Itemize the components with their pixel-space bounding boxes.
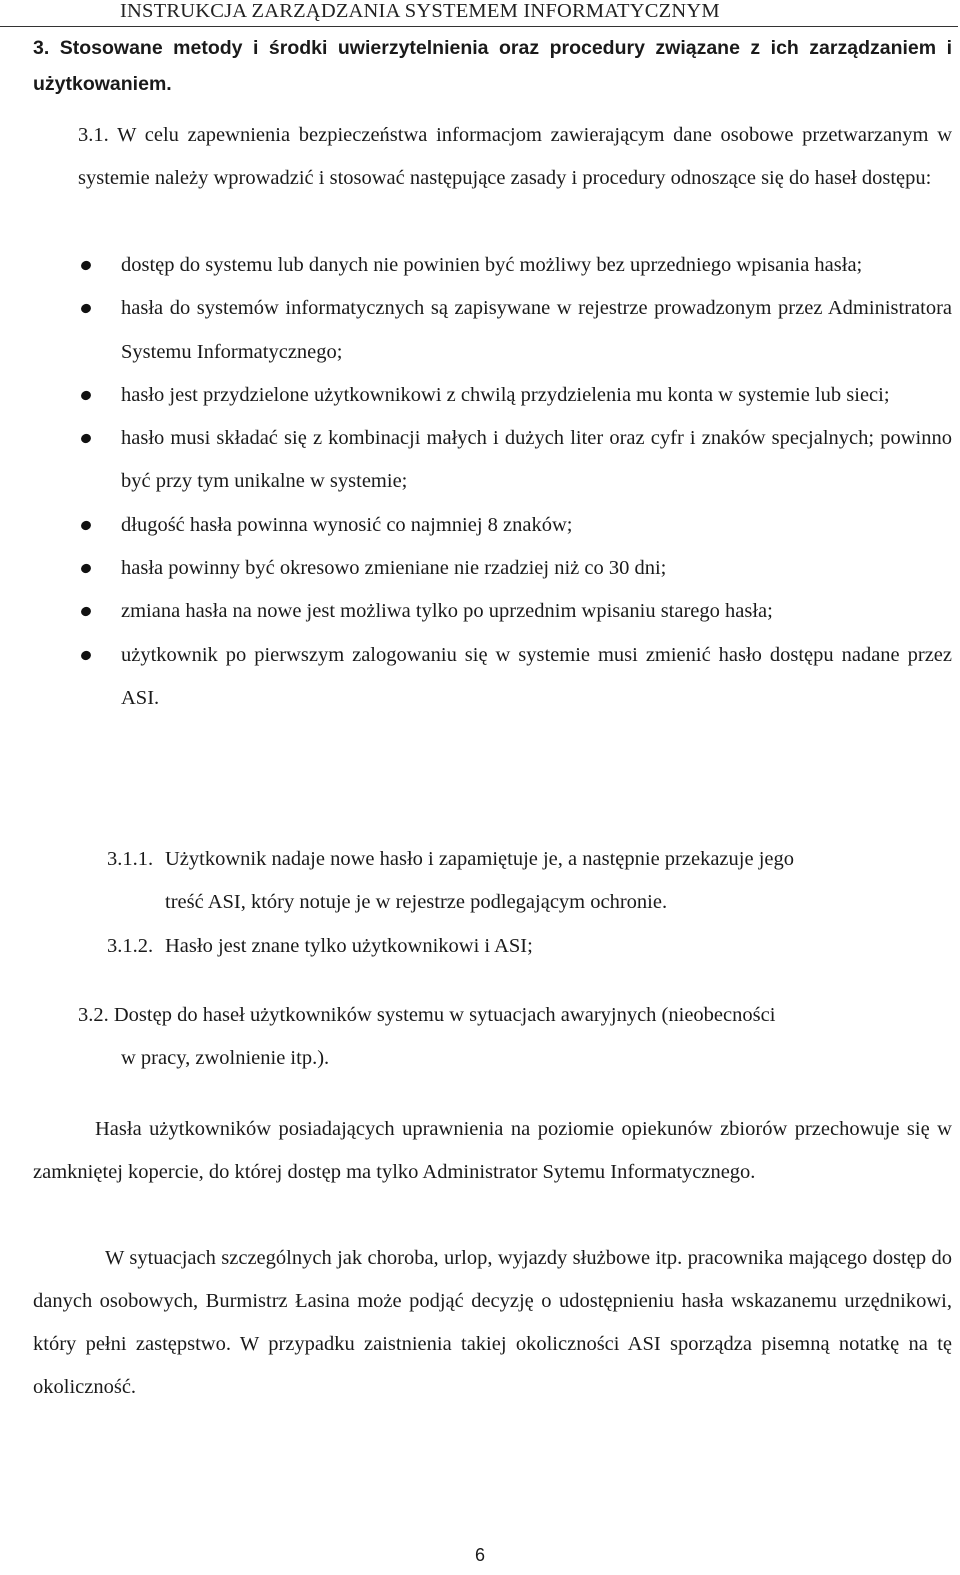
bullet-icon (80, 260, 92, 272)
header-divider (0, 26, 958, 27)
list-item-text: dostęp do systemu lub danych nie powinien być możliwy bez uprzedniego wpisania hasła; (121, 254, 863, 276)
list-item (78, 547, 952, 590)
running-header: INSTRUKCJA ZARZĄDZANIA SYSTEMEM INFORMATYCZNYM (120, 0, 720, 22)
list-item (78, 590, 952, 633)
subsection-text: Hasło jest znane tylko użytkownikowi i ASI; (165, 935, 533, 957)
section-3-heading: 3. Stosowane metody i środki uwierzytelnienia oraz procedury związane z ich zarządzaniem i użytkowaniem. (33, 37, 952, 95)
list-item (78, 374, 952, 417)
subsection-text: Użytkownik nadaje nowe hasło i zapamiętuje je, a następnie przekazuje jego (165, 848, 794, 870)
list-item (78, 244, 952, 287)
list-item-text: hasło jest przydzielone użytkownikowi z chwilą przydzielenia mu konta w systemie lub sieci; (121, 383, 890, 406)
subsection-3-1-1 (107, 838, 952, 924)
bullet-icon (80, 649, 92, 661)
subsection-number: 3.1.2. (107, 935, 154, 957)
list-item-text: hasła powinny być okresowo zmieniane nie rzadziej niż co 30 dni; (121, 557, 667, 580)
list-item-text: użytkownik po pierwszym zalogowaniu się w systemie musi zmienić hasło dostępu nadane przez ASI. (121, 643, 952, 709)
subsection-3-1-2 (107, 925, 952, 968)
page-number: 6 (474, 1545, 485, 1565)
list-item-text: hasła do systemów informatycznych są zapisywane w rejestrze prowadzonym przez Administratora Systemu Informatycznego; (121, 297, 952, 363)
body-paragraph-1: Hasła użytkowników posiadających uprawnienia na poziomie opiekunów zbiorów przechowuje się w zamkniętej kopercie, do której dostęp ma tylko Administrator Sytemu Informatycznego. (33, 1118, 952, 1183)
body-paragraph-2: W sytuacjach szczególnych jak choroba, urlop, wyjazdy służbowe itp. pracownika mającego dostęp do danych osobowych, Burmistrz Łasina może podjąć decyzję o udostępnieniu hasła wskazanemu urzędnikowi, który pełni zastępstwo. W przypadku zaistnienia takiej okoliczności ASI sporządza pisemną notatkę na tę okoliczność. (33, 1247, 952, 1398)
bullet-icon (80, 303, 92, 315)
list-item (78, 634, 952, 721)
section-3-2 (78, 994, 952, 1080)
section-3-2-continuation: w pracy, zwolnienie itp.). (121, 1047, 330, 1069)
bullet-icon (80, 563, 92, 575)
list-item (78, 287, 952, 374)
section-3-1-paragraph: 3.1. W celu zapewnienia bezpieczeństwa informacjom zawierającym dane osobowe przetwarzanym w systemie należy wprowadzić i stosować następujące zasady i procedury odnoszące się do haseł dostępu: (78, 124, 952, 189)
password-rules-list (78, 244, 952, 720)
subsection-3-1-1-first-line (107, 838, 952, 881)
bullet-icon (80, 606, 92, 618)
subsection-3-1-1-continuation: treść ASI, który notuje je w rejestrze podlegającym ochronie. (165, 891, 668, 913)
list-item-text: długość hasła powinna wynosić co najmniej 8 znaków; (121, 513, 573, 536)
list-item-text: hasło musi składać się z kombinacji małych i dużych liter oraz cyfr i znaków specjalnych; powinno być przy tym unikalne w systemie; (121, 427, 952, 493)
bullet-icon (80, 389, 92, 401)
list-item (78, 504, 952, 547)
subsection-number: 3.1.1. (107, 848, 154, 870)
list-item-text: zmiana hasła na nowe jest możliwa tylko po uprzednim wpisaniu starego hasła; (121, 600, 773, 623)
bullet-icon (80, 433, 92, 445)
list-item (78, 417, 952, 504)
section-3-2-first-line: 3.2. Dostęp do haseł użytkowników systemu w sytuacjach awaryjnych (nieobecności (78, 1004, 776, 1026)
bullet-icon (80, 519, 92, 531)
